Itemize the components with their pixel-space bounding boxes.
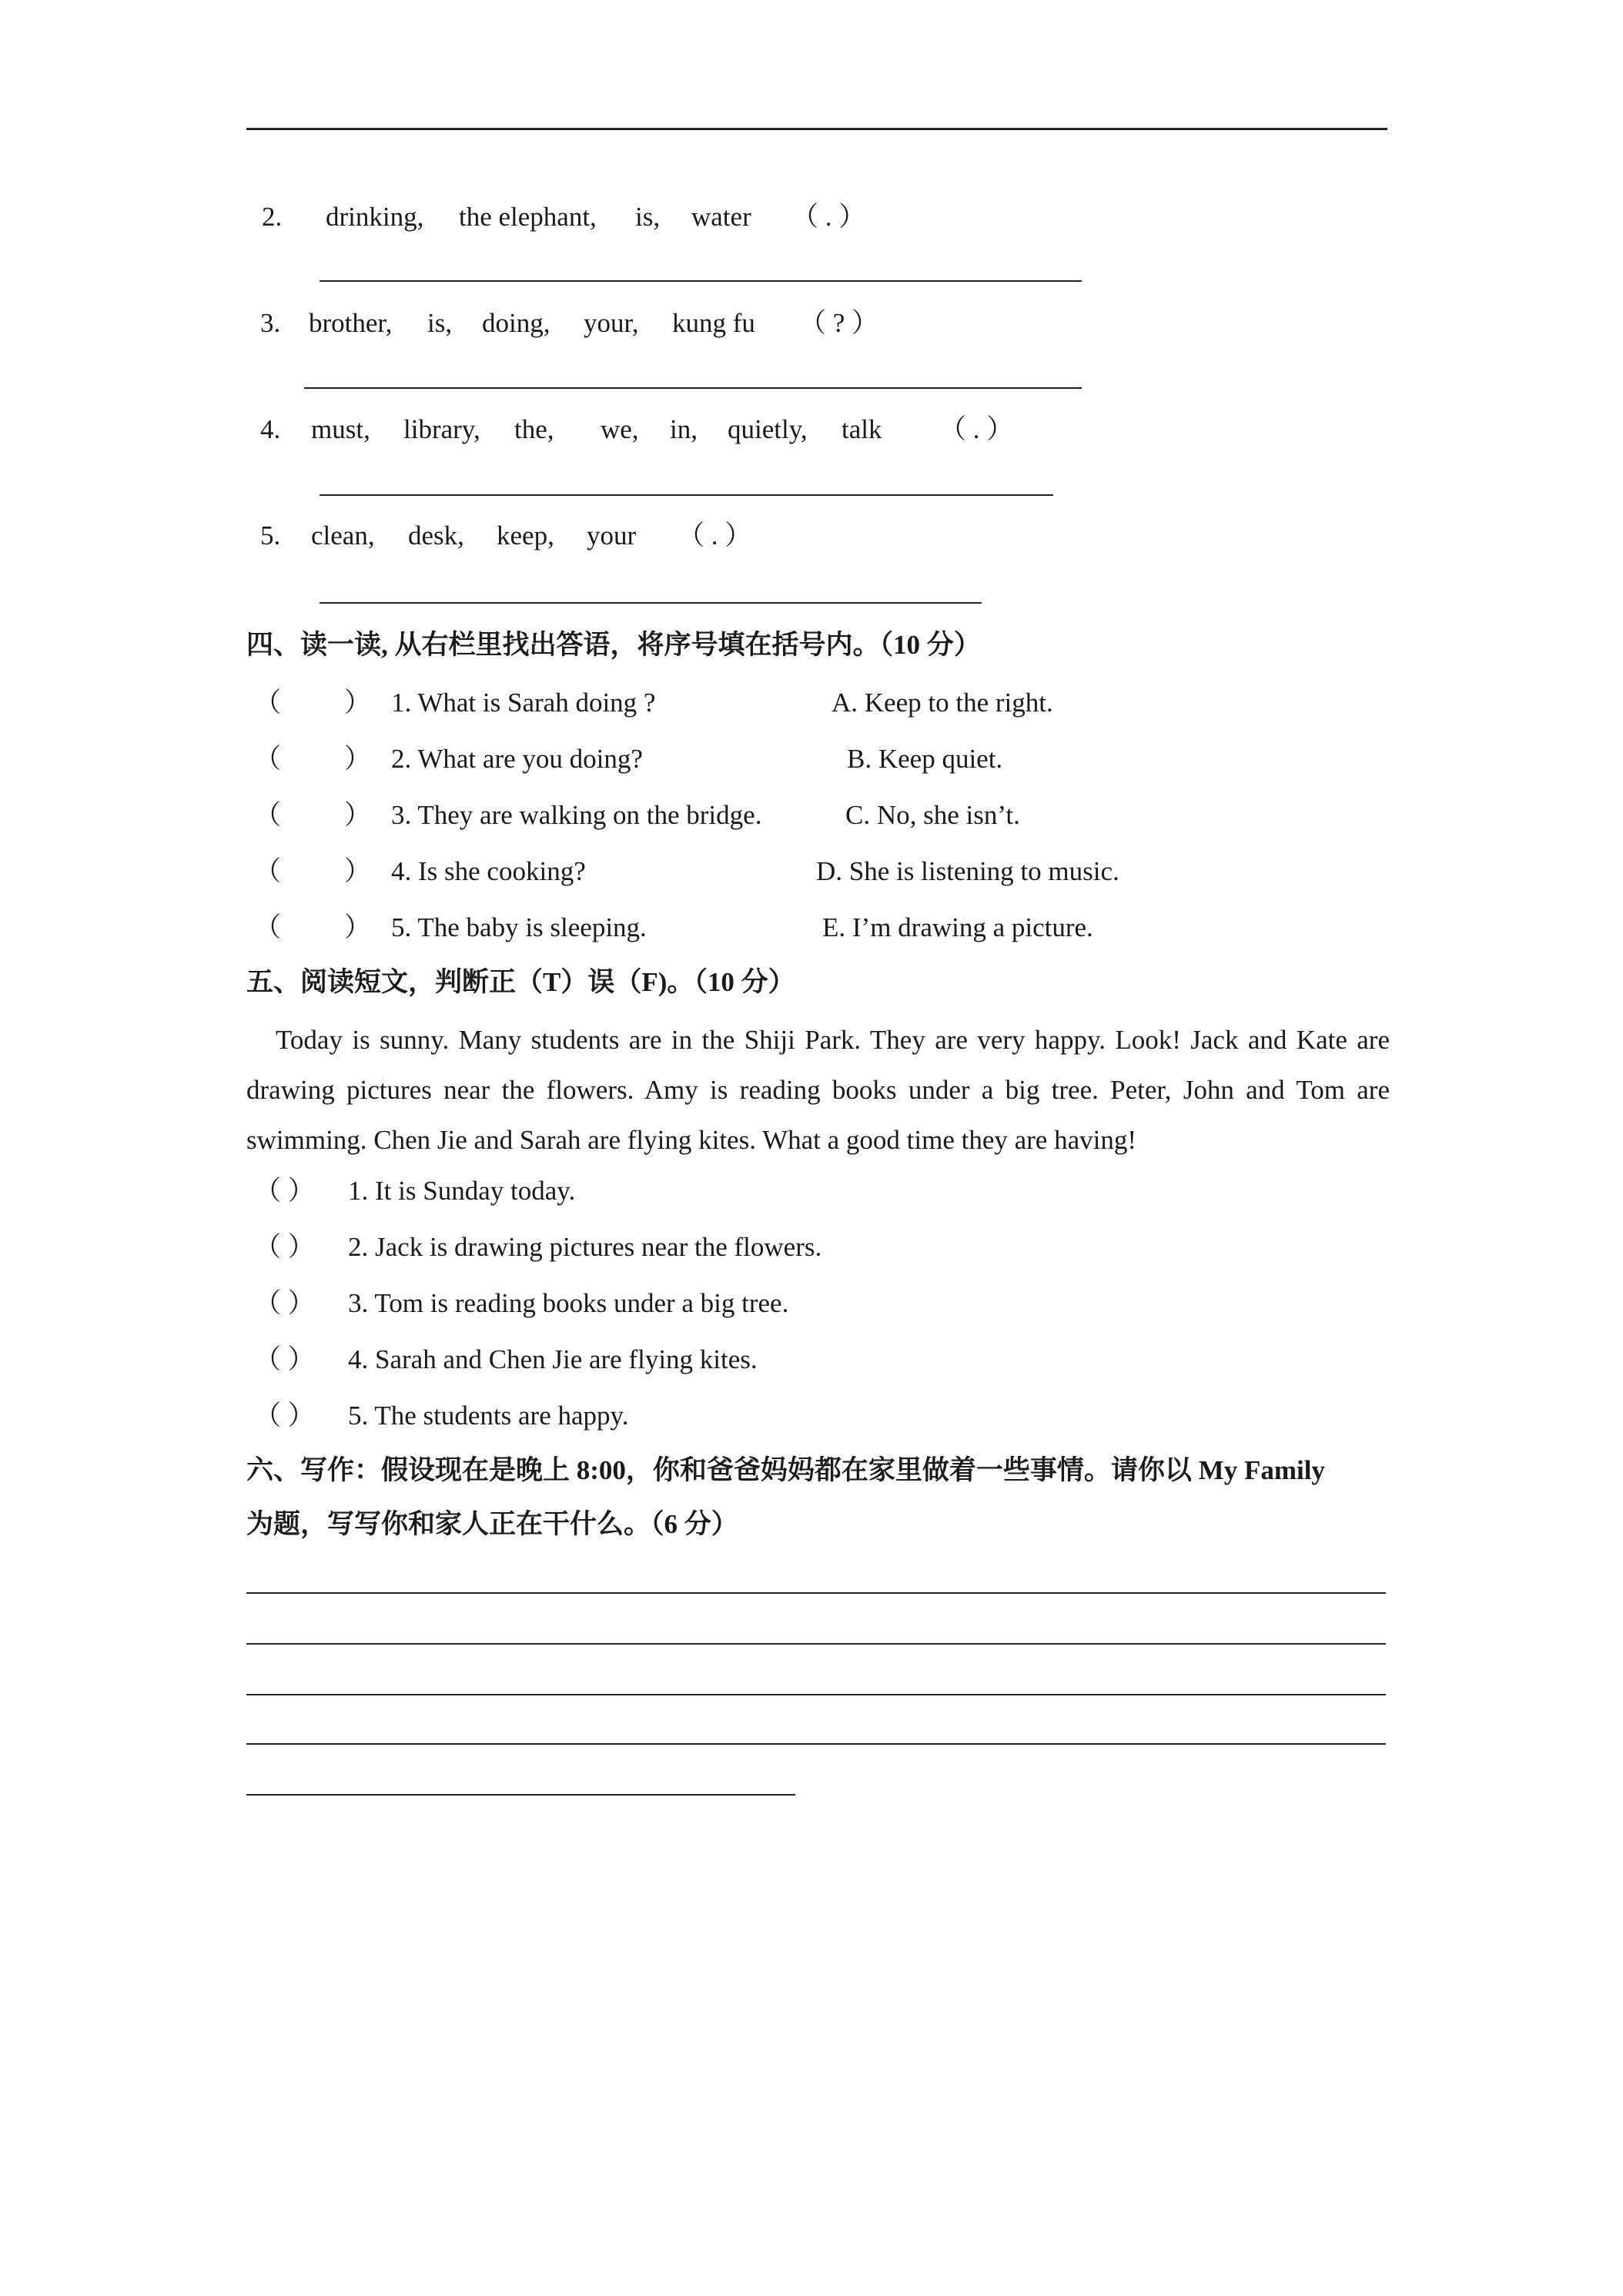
answer-line: [304, 387, 1082, 389]
bracket-close: ）: [344, 744, 372, 774]
word: in,: [670, 414, 698, 444]
word: quietly,: [728, 414, 808, 444]
word: clean,: [311, 520, 375, 551]
word: we,: [601, 414, 639, 444]
punctuation-hint: （ . ）: [939, 414, 1014, 444]
bracket-open: （: [254, 800, 282, 830]
tf-statement: 1. It is Sunday today.: [348, 1176, 576, 1206]
tf-statement: 4. Sarah and Chen Jie are flying kites.: [348, 1344, 758, 1374]
tf-bracket: （ ）: [254, 1401, 315, 1431]
bracket-close: ）: [344, 912, 372, 942]
section-4-title: 四、读一读, 从右栏里找出答语，将序号填在括号内。（10 分）: [246, 630, 981, 660]
section-6-title-line1: 六、写作：假设现在是晚上 8:00，你和爸爸妈妈都在家里做着一些事情。请你以 My Family: [246, 1455, 1325, 1485]
passage-text: Today is sunny. Many students are in the Shiji Park. They are very happy. Look! Jack and Kate are drawing pictures near the flowers. Amy is reading books under a big tree. Peter, John and Tom are swimming. Chen Jie and Sarah are flying kites. What a good time they are having!: [246, 1025, 1390, 1155]
question: 1. What is Sarah doing ?: [391, 688, 656, 718]
word: desk,: [408, 520, 464, 551]
question: 2. What are you doing?: [391, 744, 643, 774]
question: 5. The baby is sleeping.: [391, 912, 647, 942]
question: 4. Is she cooking?: [391, 856, 586, 886]
word: your: [587, 520, 637, 551]
bracket-close: ）: [344, 856, 372, 886]
answer-option: E. I’m drawing a picture.: [822, 912, 1093, 942]
writing-line: [246, 1694, 1386, 1695]
tf-statement: 2. Jack is drawing pictures near the flowers.: [348, 1232, 822, 1262]
word: keep,: [497, 520, 554, 551]
tf-statement: 5. The students are happy.: [348, 1401, 629, 1431]
item-number: 3.: [260, 308, 281, 338]
section-6-title-line2: 为题，写写你和家人正在干什么。（6 分）: [246, 1509, 738, 1539]
writing-line: [246, 1743, 1386, 1745]
word: talk: [842, 414, 882, 444]
question: 3. They are walking on the bridge.: [391, 800, 762, 830]
bracket-close: ）: [344, 800, 372, 830]
writing-line: [246, 1592, 1386, 1594]
item-number: 4.: [260, 414, 281, 444]
writing-line: [246, 1643, 1386, 1645]
word: library,: [403, 414, 480, 444]
word: your,: [584, 308, 639, 338]
tf-bracket: （ ）: [254, 1232, 315, 1262]
item-number: 5.: [260, 520, 281, 551]
answer-option: A. Keep to the right.: [832, 688, 1053, 718]
answer-line: [320, 280, 1082, 282]
answer-option: B. Keep quiet.: [847, 744, 1003, 774]
word: the,: [514, 414, 554, 444]
word: is,: [635, 202, 661, 232]
section-5-title: 五、阅读短文，判断正（T）误（F)。（10 分）: [246, 967, 795, 997]
answer-option: D. She is listening to music.: [816, 856, 1119, 886]
punctuation-hint: （ . ）: [791, 202, 866, 232]
tf-bracket: （ ）: [254, 1344, 315, 1374]
answer-line: [320, 494, 1053, 496]
punctuation-hint: （ ? ）: [799, 308, 879, 338]
word: must,: [311, 414, 370, 444]
bracket-open: （: [254, 688, 282, 718]
bracket-open: （: [254, 744, 282, 774]
bracket-open: （: [254, 912, 282, 942]
word: water: [691, 202, 751, 232]
tf-bracket: （ ）: [254, 1288, 315, 1318]
bracket-close: ）: [344, 688, 372, 718]
answer-option: C. No, she isn’t.: [845, 800, 1020, 830]
tf-bracket: （ ）: [254, 1176, 315, 1206]
punctuation-hint: （ . ）: [678, 520, 752, 551]
reading-passage: [246, 1015, 1390, 1165]
word: drinking,: [326, 202, 424, 232]
writing-line: [246, 1794, 795, 1796]
word: the elephant,: [459, 202, 597, 232]
word: brother,: [309, 308, 393, 338]
top-rule: [246, 128, 1387, 130]
word: doing,: [482, 308, 550, 338]
item-number: 2.: [262, 202, 283, 232]
word: kung fu: [672, 308, 755, 338]
bracket-open: （: [254, 856, 282, 886]
word: is,: [427, 308, 453, 338]
tf-statement: 3. Tom is reading books under a big tree.: [348, 1288, 789, 1318]
answer-line: [320, 602, 982, 604]
